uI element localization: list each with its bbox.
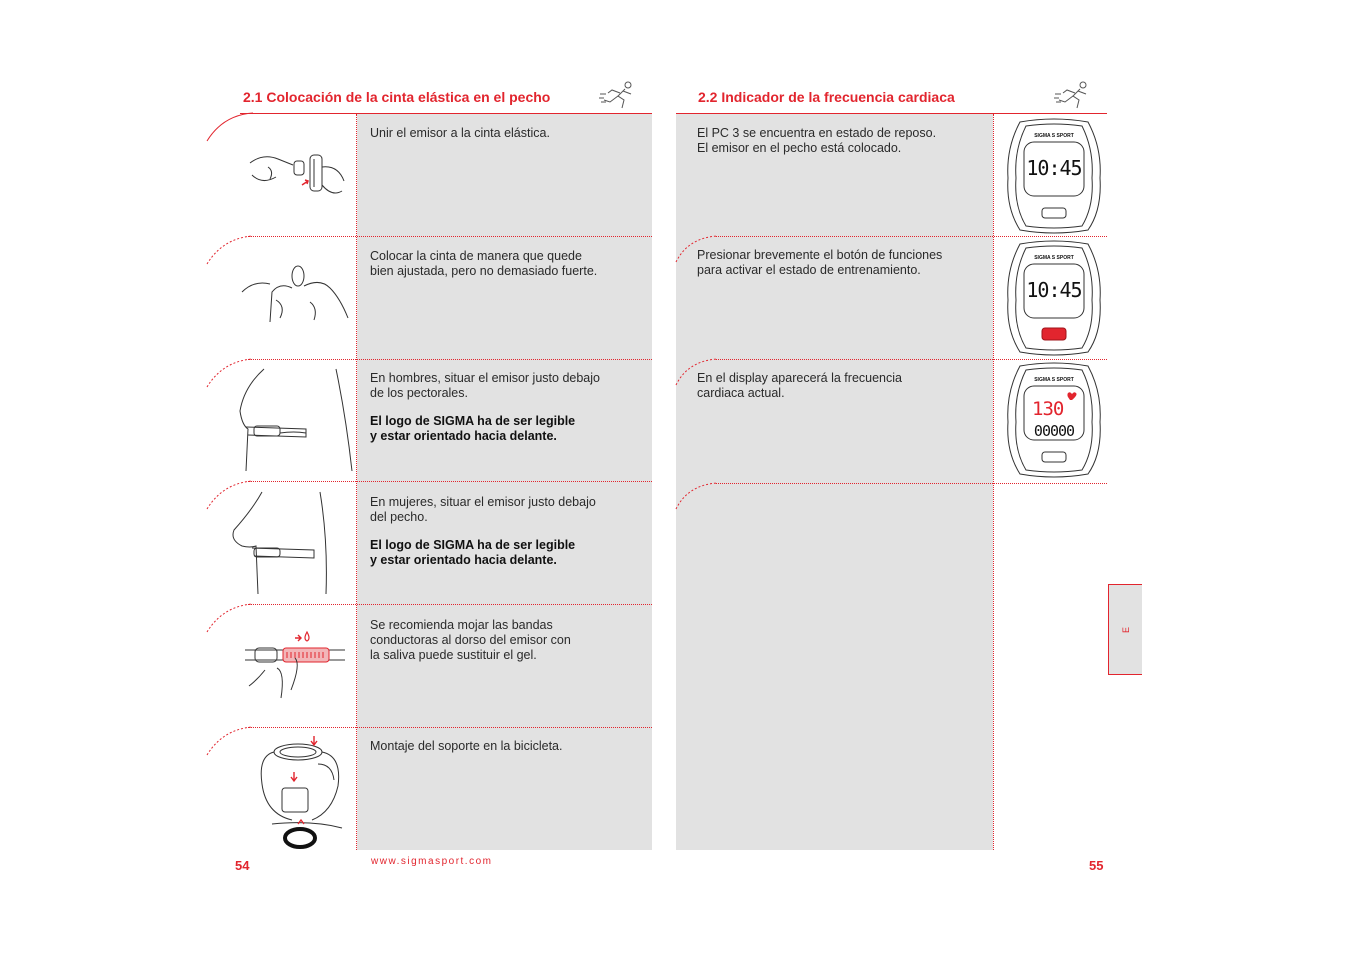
row-divider (248, 604, 652, 605)
heart-icon (1067, 392, 1076, 400)
step-text: Montaje del soporte en la bicicleta. (370, 739, 563, 753)
right-page-title: 2.2 Indicador de la frecuencia cardiaca (698, 89, 955, 105)
watch-time: 10:45 (1026, 156, 1082, 180)
emphasis-note: El logo de SIGMA ha de ser legible y estar orientado hacia delante. (370, 414, 576, 443)
woman-torso-illustration (228, 490, 358, 595)
watch-brand: SIGMA S SPORT (1034, 377, 1074, 383)
emphasis-note: El logo de SIGMA ha de ser legible y estar orientado hacia delante. (370, 538, 576, 567)
corner-curve (674, 483, 719, 511)
row-divider (248, 727, 652, 728)
watch-display-illustration (1006, 362, 1102, 478)
man-torso-illustration (236, 367, 356, 472)
page-number-left: 54 (235, 858, 250, 873)
column-divider (993, 114, 994, 850)
chest-strap-illustration (240, 262, 350, 327)
step-text: En el display aparecerá la frecuencia cardiaca actual. (697, 371, 902, 400)
runner-icon (598, 80, 638, 112)
watch-brand: SIGMA S SPORT (1034, 255, 1074, 261)
corner-curve (205, 113, 255, 143)
page-number-right: 55 (1089, 858, 1104, 873)
watch-heart-rate: 130 (1032, 398, 1064, 420)
step-text: Se recomienda mojar las bandas conductoras al dorso del emisor con la saliva puede sustituir el gel. (370, 618, 571, 662)
column-divider (356, 114, 357, 850)
moisten-contacts-illustration (245, 628, 355, 700)
runner-icon (1053, 80, 1093, 112)
step-text: En mujeres, situar el emisor justo debajo del pecho. El logo de SIGMA ha de ser legible y estar orientado hacia delante. (370, 495, 596, 567)
step-text: El PC 3 se encuentra en estado de reposo. El emisor en el pecho está colocado. (697, 126, 937, 155)
step-text: Unir el emisor a la cinta elástica. (370, 126, 550, 140)
watch-counter: 00000 (1033, 422, 1075, 440)
left-page-title: 2.1 Colocación de la cinta elástica en el pecho (243, 89, 551, 105)
row-divider (716, 236, 1107, 237)
watch-display-illustration (1006, 240, 1102, 356)
bike-mount-illustration (252, 734, 352, 852)
step-text: En hombres, situar el emisor justo debajo de los pectorales. El logo de SIGMA ha de ser legible y estar orientado hacia delante. (370, 371, 600, 443)
row-divider (716, 359, 1107, 360)
step-text: Colocar la cinta de manera que quede bien ajustada, pero no demasiado fuerte. (370, 249, 598, 278)
language-tab[interactable]: E (1108, 584, 1142, 675)
row-divider (716, 483, 1107, 484)
row-divider (248, 481, 652, 482)
row-divider (248, 359, 652, 360)
website-link[interactable]: www.sigmasport.com (371, 856, 493, 867)
watch-time: 10:45 (1026, 278, 1082, 302)
watch-brand: SIGMA S SPORT (1034, 133, 1074, 139)
watch-display-illustration (1006, 118, 1102, 234)
right-text-panel (676, 114, 993, 850)
transmitter-strap-illustration (248, 145, 348, 200)
row-divider (248, 236, 652, 237)
corner-curve (205, 727, 255, 757)
step-text: Presionar brevemente el botón de funciones para activar el estado de entrenamiento. (697, 248, 943, 277)
